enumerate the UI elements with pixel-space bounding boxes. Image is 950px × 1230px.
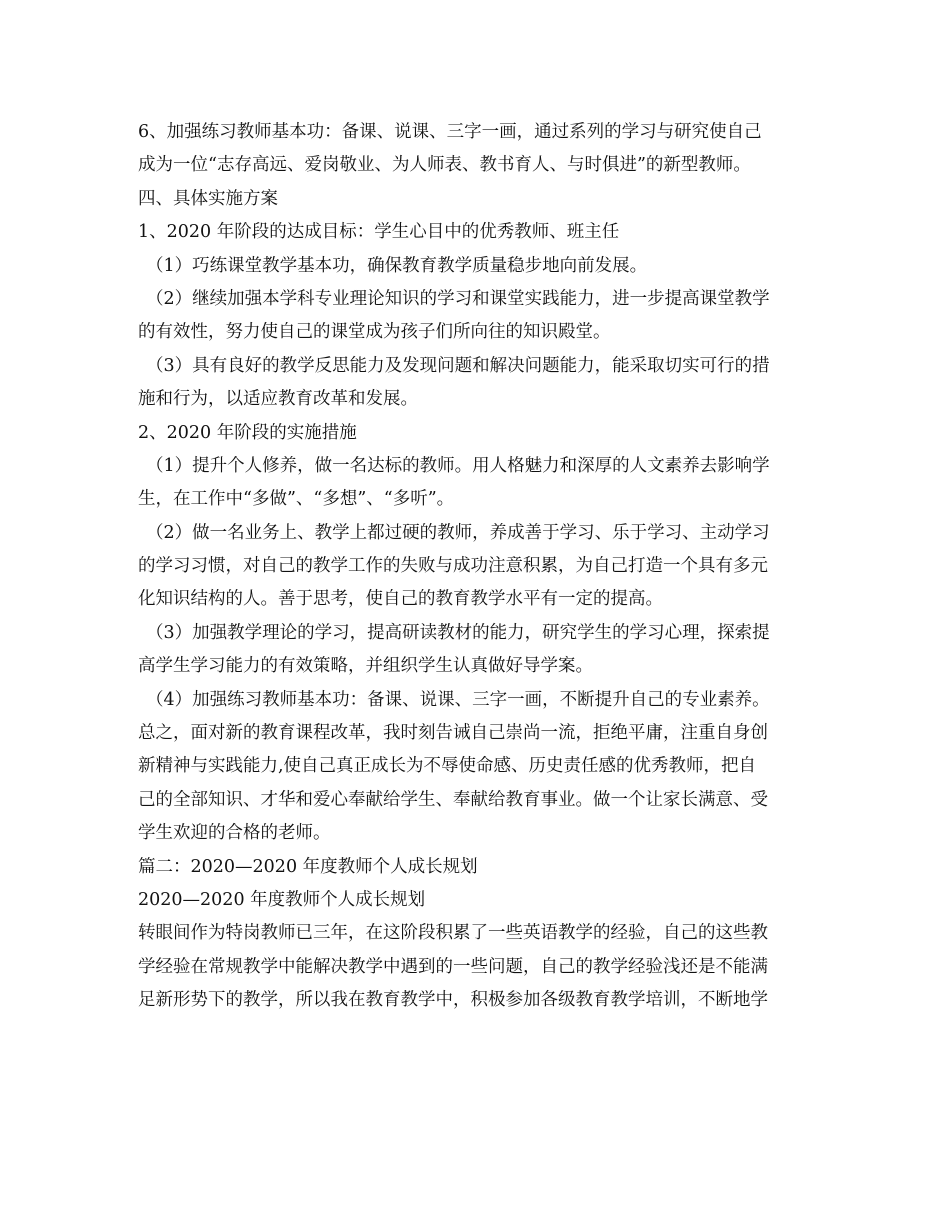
text-line: 生，在工作中“多做”、“多想”、“多听”。 — [138, 489, 455, 510]
text-line: （1）巧练课堂教学基本功，确保教育教学质量稳步地向前发展。 — [146, 255, 648, 276]
text-line: （1）提升个人修养，做一名达标的教师。用人格魅力和深厚的人文素养去影响学 — [146, 455, 770, 476]
text-line: 的学习习惯，对自己的教学工作的失败与成功注意积累，为自己打造一个具有多元 — [138, 556, 768, 577]
text-line: 新精神与实践能力,使自己真正成长为不辱使命感、历史责任感的优秀教师，把自 — [138, 756, 757, 777]
text-line: 足新形势下的教学，所以我在教育教学中，积极参加各级教育教学培训，不断地学 — [138, 990, 768, 1011]
text-line: 施和行为，以适应教育改革和发展。 — [138, 389, 418, 410]
text-line: 高学生学习能力的有效策略，并组织学生认真做好导学案。 — [138, 656, 593, 677]
text-line: 学经验在常规教学中能解决教学中遇到的一些问题，自己的教学经验浅还是不能满 — [138, 956, 768, 977]
text-line: 1、2020 年阶段的达成目标：学生心目中的优秀教师、班主任 — [138, 222, 620, 243]
text-line: （3）具有良好的教学反思能力及发现问题和解决问题能力，能采取切实可行的措 — [146, 355, 770, 376]
text-line: （2）做一名业务上、教学上都过硬的教师，养成善于学习、乐于学习、主动学习 — [146, 522, 770, 543]
text-line: 总之，面对新的教育课程改革，我时刻告诫自己崇尚一流，拒绝平庸，注重自身创 — [138, 723, 768, 744]
section-heading: 四、具体实施方案 — [138, 188, 278, 209]
text-line: 2、2020 年阶段的实施措施 — [138, 422, 357, 443]
chapter-heading: 篇二：2020—2020 年度教师个人成长规划 — [138, 856, 478, 877]
text-line: （3）加强教学理论的学习，提高研读教材的能力，研究学生的学习心理，探索提 — [146, 622, 770, 643]
chapter-title: 2020—2020 年度教师个人成长规划 — [138, 889, 426, 910]
text-line: 学生欢迎的合格的老师。 — [138, 823, 331, 844]
text-line: 成为一位“志存高远、爱岗敬业、为人师表、教书育人、与时俱进”的新型教师。 — [138, 155, 751, 176]
text-line: 的有效性，努力使自己的课堂成为孩子们所向往的知识殿堂。 — [138, 322, 611, 343]
text-line: 6、加强练习教师基本功：备课、说课、三字一画，通过系列的学习与研究使自己 — [138, 122, 762, 142]
text-line: 化知识结构的人。善于思考，使自己的教育教学水平有一定的提高。 — [138, 589, 663, 610]
text-line: 己的全部知识、才华和爱心奉献给学生、奉献给教育事业。做一个让家长满意、受 — [138, 789, 768, 810]
document-body — [138, 116, 820, 1018]
text-line: （2）继续加强本学科专业理论知识的学习和课堂实践能力，进一步提高课堂教学 — [146, 288, 770, 309]
text-line: 转眼间作为特岗教师已三年，在这阶段积累了一些英语教学的经验，自己的这些教 — [138, 923, 768, 944]
text-line: （4）加强练习教师基本功：备课、说课、三字一画，不断提升自己的专业素养。 — [146, 689, 770, 710]
